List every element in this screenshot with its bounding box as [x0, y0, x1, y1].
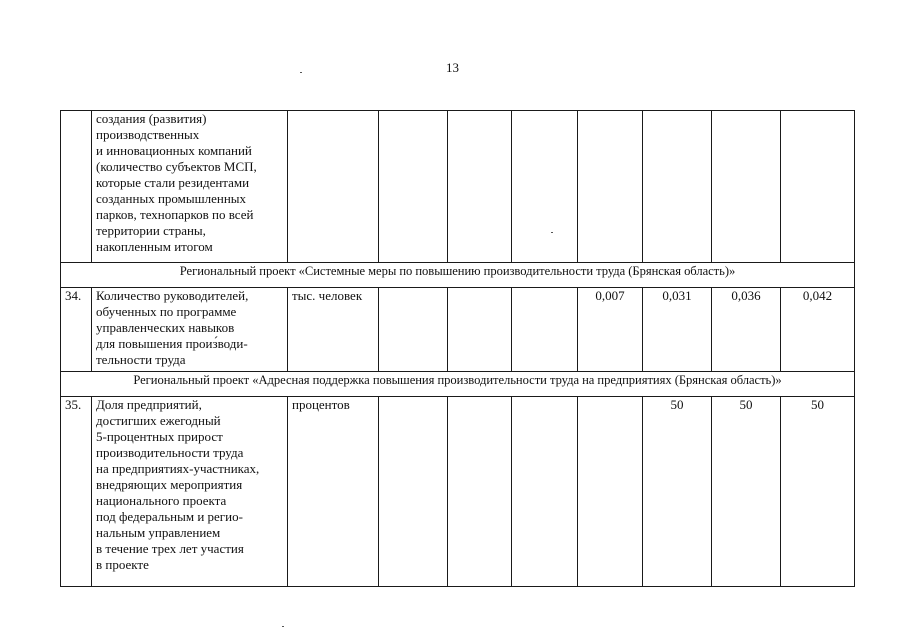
value-cell: 50	[781, 397, 855, 587]
value-cell	[512, 288, 578, 372]
indicators-table	[60, 110, 855, 587]
unit-cell	[288, 111, 379, 263]
table-row-continuation	[61, 111, 855, 263]
value-cell	[448, 288, 512, 372]
indicator-name: Доля предприятий, достигших ежегодный 5-процентных прирост производительности труда на предприятиях-участниках, внедряющих мероприятия национального проекта под федеральным и регио- нальным управлением в течение трех лет участия в проекте	[92, 397, 288, 587]
unit-cell: процентов	[288, 397, 379, 587]
indicator-name: создания (развития) производственных и инновационных компаний (количество субъектов МСП, которые стали резидентами созданных промышленных парков, технопарков по всей территории страны, накопленным итогом	[92, 111, 288, 263]
value-cell: 0,036	[712, 288, 781, 372]
indicator-name: Количество руководителей, обученных по программе управленческих навыков для повышения произ́води- тельности труда	[92, 288, 288, 372]
value-cell	[712, 111, 781, 263]
scan-speck	[300, 72, 302, 73]
value-cell	[379, 111, 448, 263]
table-row	[61, 288, 855, 372]
value-cell	[512, 397, 578, 587]
value-cell	[448, 397, 512, 587]
section-title: Региональный проект «Системные меры по повышению производительности труда (Брянская область)»	[61, 263, 855, 288]
value-cell	[643, 111, 712, 263]
row-number	[61, 111, 92, 263]
value-cell	[379, 288, 448, 372]
section-row	[61, 372, 855, 397]
page-number: 13	[446, 60, 459, 75]
scan-speck	[282, 626, 284, 627]
value-cell: 0,007	[578, 288, 643, 372]
value-cell	[578, 397, 643, 587]
value-cell: 0,042	[781, 288, 855, 372]
value-cell	[448, 111, 512, 263]
value-cell	[512, 111, 578, 263]
row-number: 34.	[61, 288, 92, 372]
value-cell	[379, 397, 448, 587]
section-title: Региональный проект «Адресная поддержка повышения производительности труда на предприятиях (Брянская область)»	[61, 372, 855, 397]
row-number: 35.	[61, 397, 92, 587]
value-cell	[781, 111, 855, 263]
section-row	[61, 263, 855, 288]
value-cell	[578, 111, 643, 263]
table-row	[61, 397, 855, 587]
unit-cell: тыс. человек	[288, 288, 379, 372]
value-cell: 50	[643, 397, 712, 587]
value-cell: 50	[712, 397, 781, 587]
value-cell: 0,031	[643, 288, 712, 372]
